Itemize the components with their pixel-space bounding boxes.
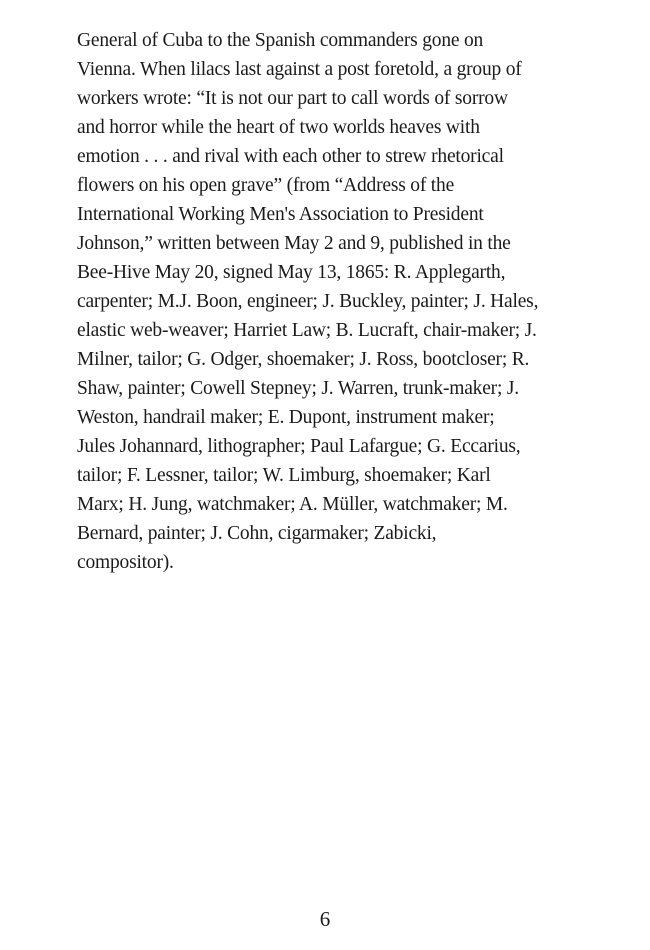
text-line: Milner, tailor; G. Odger, shoemaker; J. Ross, bootcloser; R. (77, 349, 530, 370)
text-line: carpenter; M.J. Boon, engineer; J. Buckley, painter; J. Hales, (77, 291, 539, 312)
text-line: workers wrote: “It is not our part to call words of sorrow (77, 88, 508, 109)
text-line: Jules Johannard, lithographer; Paul Lafargue; G. Eccarius, (77, 436, 521, 457)
text-line: Johnson,” written between May 2 and 9, published in the (77, 233, 511, 254)
text-line: compositor). (77, 552, 174, 573)
text-line: flowers on his open grave” (from “Address of the (77, 175, 455, 196)
text-line: Marx; H. Jung, watchmaker; A. Müller, watchmaker; M. (77, 494, 508, 515)
text-line: Bernard, painter; J. Cohn, cigarmaker; Zabicki, (77, 523, 437, 544)
text-line: Weston, handrail maker; E. Dupont, instrument maker; (77, 407, 495, 428)
text-line: emotion . . . and rival with each other to strew rhetorical (77, 146, 504, 167)
text-line: Shaw, painter; Cowell Stepney; J. Warren, trunk-maker; J. (77, 378, 519, 399)
text-line: General of Cuba to the Spanish commanders gone on (77, 30, 484, 51)
text-line: Vienna. When lilacs last against a post foretold, a group of (77, 59, 522, 80)
text-line: elastic web-weaver; Harriet Law; B. Lucraft, chair-maker; J. (77, 320, 537, 341)
body-text (77, 26, 607, 577)
text-line: tailor; F. Lessner, tailor; W. Limburg, shoemaker; Karl (77, 465, 491, 486)
text-line: Bee-Hive May 20, signed May 13, 1865: R. Applegarth, (77, 262, 506, 283)
text-line: and horror while the heart of two worlds heaves with (77, 117, 480, 138)
text-line: International Working Men's Association to President (77, 204, 484, 225)
page-number: 6 (319, 907, 331, 931)
